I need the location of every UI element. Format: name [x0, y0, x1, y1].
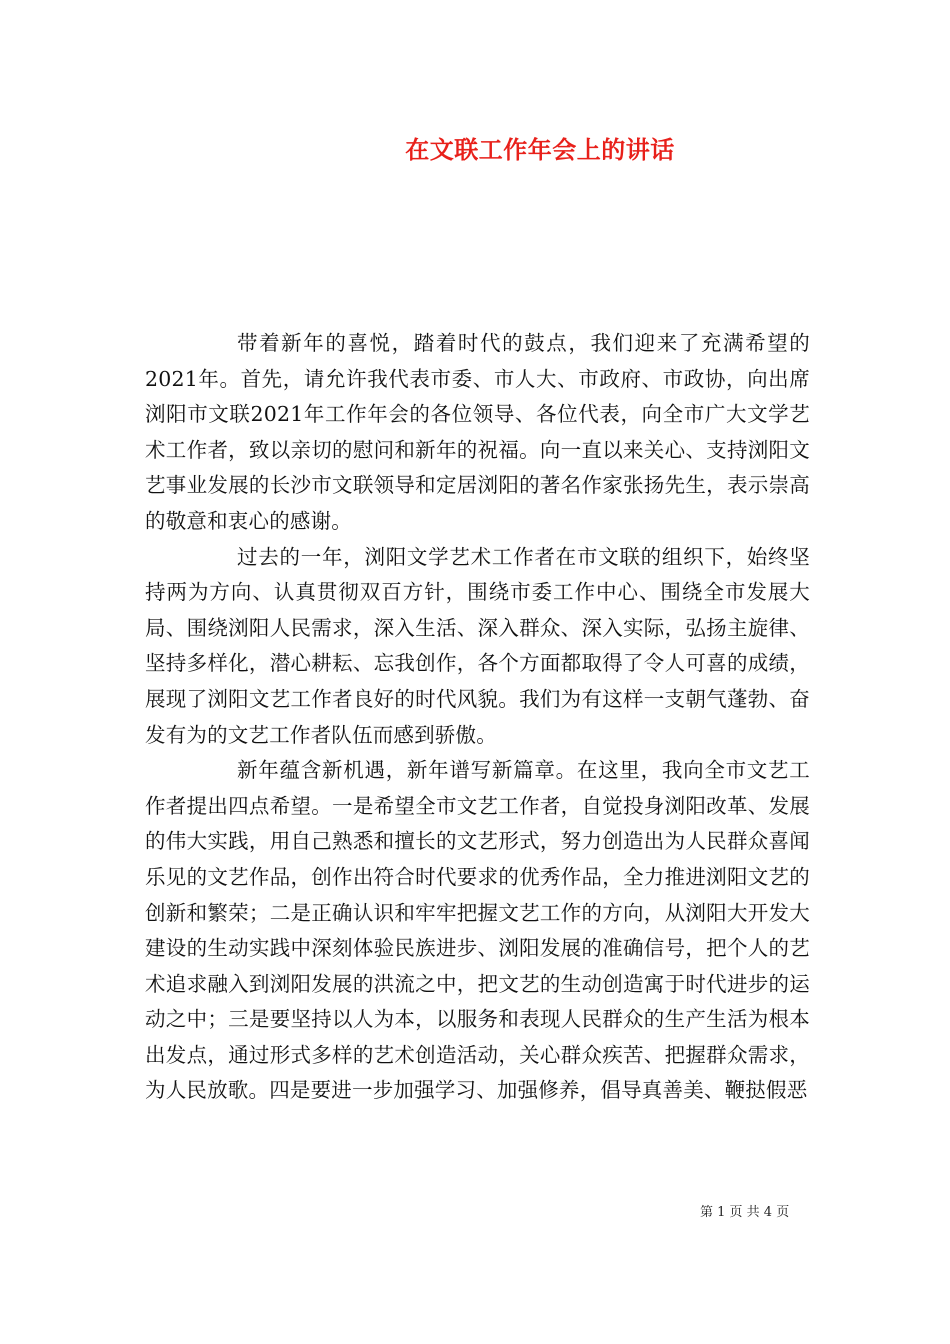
paragraph-1: 带着新年的喜悦，踏着时代的鼓点，我们迎来了充满希望的2021年。首先，请允许我代表市委、市人大、市政府、市政协，向出席浏阳市文联2021年工作年会的各位领导、各位代表，向全市广大文学艺术工作者，致以亲切的慰问和新年的祝福。向一直以来关心、支持浏阳文艺事业发展的长沙市文联领导和定居浏阳的著名作家张扬先生，表示崇高的敬意和衷心的感谢。	[145, 331, 810, 533]
paragraph-3: 新年蕴含新机遇，新年谱写新篇章。在这里，我向全市文艺工作者提出四点希望。一是希望全市文艺工作者，自觉投身浏阳改革、发展的伟大实践，用自己熟悉和擅长的文艺形式，努力创造出为人民群众喜闻乐见的文艺作品，创作出符合时代要求的优秀作品，全力推进浏阳文艺的创新和繁荣；二是正确认识和牢牢把握文艺工作的方向，从浏阳大开发大建设的生动实践中深刻体验民族进步、浏阳发展的准确信号，把个人的艺术追求融入到浏阳发展的洪流之中，把文艺的生动创造寓于时代进步的运动之中；三是要坚持以人为本，以服务和表现人民群众的生产生活为根本出发点，通过形式多样的艺术创造活动，关心群众疾苦、把握群众需求，为人民放歌。四是要进一步加强学习、加强修养，倡导真善美、鞭挞假恶	[145, 758, 810, 1103]
document-body	[145, 326, 810, 1109]
page-number-footer: 第 1 页 共 4 页	[700, 1205, 790, 1220]
paragraph-2: 过去的一年，浏阳文学艺术工作者在市文联的组织下，始终坚持两为方向、认真贯彻双百方针，围绕市委工作中心、围绕全市发展大局、围绕浏阳人民需求，深入生活、深入群众、深入实际，弘扬主旋律、坚持多样化，潜心耕耘、忘我创作，各个方面都取得了令人可喜的成绩，展现了浏阳文艺工作者良好的时代风貌。我们为有这样一支朝气蓬勃、奋发有为的文艺工作者队伍而感到骄傲。	[145, 544, 810, 747]
document-title: 在文联工作年会上的讲话	[405, 135, 675, 164]
